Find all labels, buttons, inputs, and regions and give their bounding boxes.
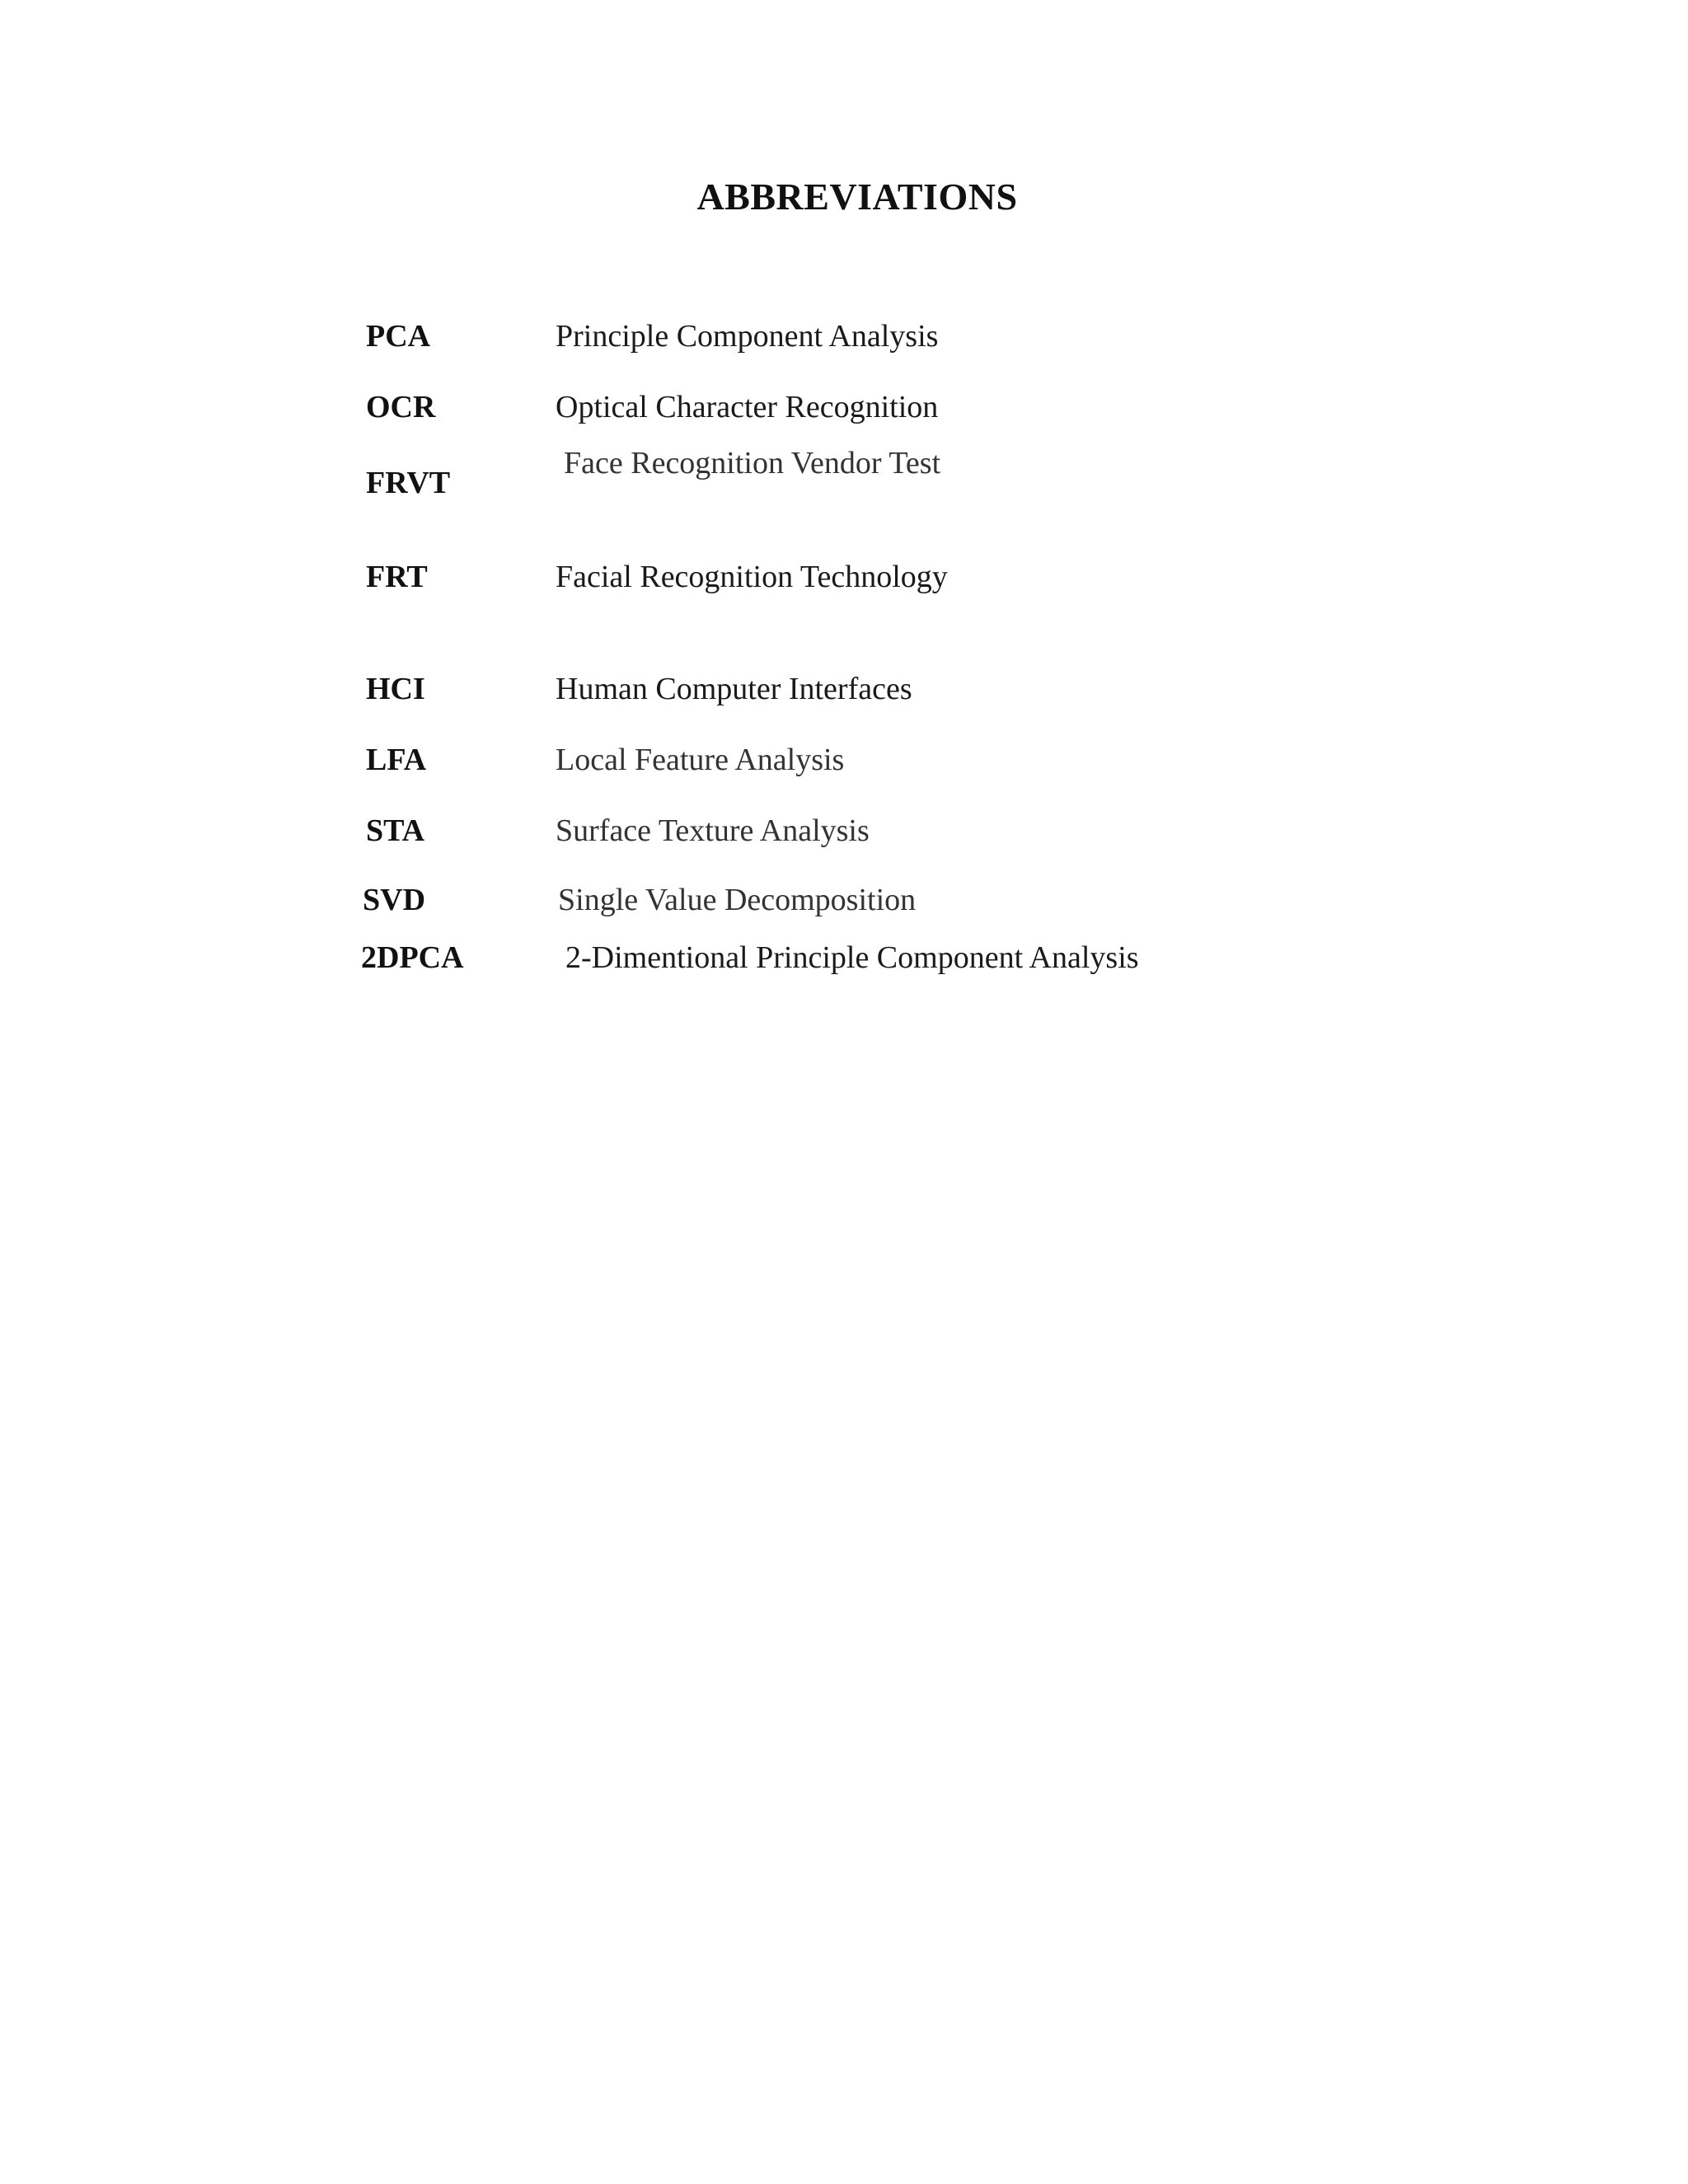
abbreviation-definition: Principle Component Analysis: [556, 319, 939, 354]
abbreviation-definition: Face Recognition Vendor Test: [564, 446, 941, 480]
abbreviation-definition: 2-Dimentional Principle Component Analysis: [565, 940, 1139, 975]
abbreviation-definition: Single Value Decomposition: [558, 883, 917, 917]
abbreviation-term: LFA: [366, 743, 427, 777]
abbreviation-definition: Human Computer Interfaces: [556, 672, 912, 706]
abbreviation-term: FRVT: [366, 466, 451, 500]
abbreviation-term: HCI: [366, 672, 425, 706]
abbreviation-term: 2DPCA: [361, 940, 464, 975]
abbreviation-term: SVD: [363, 883, 426, 917]
abbreviation-definition: Local Feature Analysis: [556, 743, 845, 777]
abbreviation-term: OCR: [366, 390, 436, 424]
abbreviation-definition: Facial Recognition Technology: [556, 560, 948, 594]
page-title: ABBREVIATIONS: [696, 176, 1018, 218]
abbreviation-term: PCA: [366, 319, 431, 354]
abbreviation-term: STA: [366, 813, 425, 848]
abbreviation-definition: Surface Texture Analysis: [556, 813, 870, 848]
abbreviation-definition: Optical Character Recognition: [556, 390, 939, 424]
abbreviation-term: FRT: [366, 560, 428, 594]
